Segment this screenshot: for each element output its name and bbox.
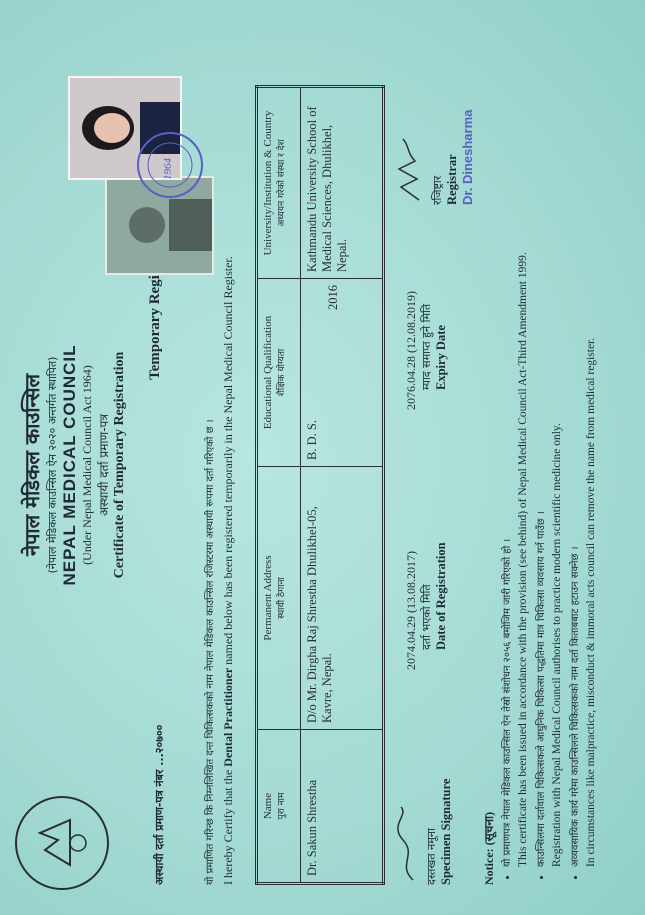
notice-item: • अव्यवसायिक कार्य गरेमा काउन्सिलले चिकित्सकको नाम दर्ता किताबबाट हटाउन सक्नेछ । [567, 15, 581, 867]
th-university [257, 87, 301, 279]
notice-label: Notice: (सूचना) [482, 811, 496, 885]
notice-item: • काउन्सिलमा दर्तावाल चिकित्सकले आधुनिक चिकित्सा पद्धतिमा मात्र चिकित्सा व्यवसाय गर्न पाउँछ । [533, 15, 547, 867]
handwritten-signature-icon [395, 805, 419, 885]
th-univ-np: अध्ययन गरेको संस्था र देश [277, 139, 287, 227]
intro-role: Dental Practitioner [221, 667, 235, 767]
registrar-name: Dr. Dinesharma [460, 109, 475, 205]
cert-title-deva: अस्थायी दर्ता प्रमाण-पत्र [97, 414, 111, 516]
th-name [257, 730, 301, 884]
notice-section [480, 15, 601, 885]
header-deva-subtitle: (नेपाल मेडिकल काउन्सिल ऐन २०२० अन्तर्गत स्थापित) [46, 356, 59, 574]
registrar-block [395, 15, 475, 205]
notice-item: Registration with Nepal Medical Council authorises to practice modern scientific medicine only. [551, 423, 563, 867]
cell-qualification [301, 279, 384, 467]
intro-text [221, 256, 236, 885]
registration-table [255, 85, 385, 885]
signature-label: Specimen Signature [439, 778, 453, 885]
notice-item: • यो प्रमाणपत्र नेपाल मेडिकल काउन्सिल ऐन तेस्रो संशोधन २०५६ बमोजिम जारी गरिएको हो । [499, 15, 513, 867]
cert-title: Certificate of Temporary Registration [112, 351, 127, 579]
registration-date-np: दर्ता भएको मिति [420, 584, 433, 650]
reg-number-deva: अस्थायी दर्ता प्रमाण-पत्र नंबर ...२०७०० [153, 724, 166, 885]
notice-list [499, 15, 597, 885]
expiry-date-block [404, 210, 449, 410]
nepal-emblem-icon [10, 790, 115, 895]
signature-label-np: दस्तखत नमूना [425, 828, 438, 885]
council-title: NEPAL MEDICAL COUNCIL [60, 344, 79, 586]
cell-university: Kathmandu University School of Medical Sciences, Dhulikhel, Nepal. [301, 87, 384, 279]
th-address [257, 467, 301, 730]
intro-suffix: named below has been registered temporarily in the Nepal Medical Council Register. [221, 256, 235, 668]
th-univ-en: University/Institution & Country [262, 110, 274, 256]
header-deva-title: नेपाल मेडिकल काउन्सिल [20, 373, 44, 557]
qualification-year: 2016 [326, 285, 340, 310]
th-name-en: Name [262, 792, 274, 820]
table-row [301, 87, 384, 884]
signature-block [395, 755, 454, 885]
notice-item: This certificate has been issued in accordance with the provision (see behind) of Nepal Medical Council Act-Third Amendment 1999. [517, 252, 529, 867]
expiry-date: 2076.04.28 (12.08.2019) [404, 291, 418, 410]
cell-address: D/o Mr. Dirgha Raj Shrestha Dhulikhel-05, Kavre, Nepal. [301, 467, 384, 730]
registrar-label: Registrar [445, 154, 459, 205]
council-subtitle: (Under Nepal Medical Council Act 1964) [80, 365, 94, 565]
th-address-np: स्थायी ठेगाना [277, 577, 287, 619]
registration-date-block [404, 470, 449, 670]
expiry-date-np: म्याद समाप्त हुने मिति [420, 303, 433, 390]
cell-name: Dr. Sakun Shrestha [301, 730, 384, 884]
seal-year: 1964 [162, 158, 174, 180]
registration-date-label: Date of Registration [434, 542, 448, 650]
th-qualification [257, 279, 301, 467]
th-qual-np: शैक्षिक योग्यता [277, 348, 287, 397]
registrar-signature-icon [395, 135, 425, 205]
qualification-degree: B. D. S. [305, 420, 319, 460]
th-address-en: Permanent Address [262, 555, 274, 641]
th-qual-en: Educational Qualification [262, 315, 274, 430]
registrar-np: रजिष्ट्रार [431, 175, 444, 205]
th-name-np: पुरा नाम [277, 792, 287, 820]
intro-prefix: I hereby Certify that the [221, 766, 235, 885]
notice-item: In circumstances like malpractice, misconduct & immoral acts council can remove the name from medical register. [585, 337, 597, 867]
header [18, 265, 128, 665]
expiry-date-label: Expiry Date [434, 325, 448, 390]
intro-deva: यो प्रमाणित गरिन्छ कि निम्नलिखित दन्त चिकित्सकको नाम नेपाल मेडिकल काउन्सिल रजिस्टरमा अस्थायी रूपमा दर्ता गरिएको छ । [205, 419, 216, 885]
registration-date: 2074.04.29 (13.08.2017) [404, 551, 418, 670]
table-header-row [257, 87, 301, 884]
